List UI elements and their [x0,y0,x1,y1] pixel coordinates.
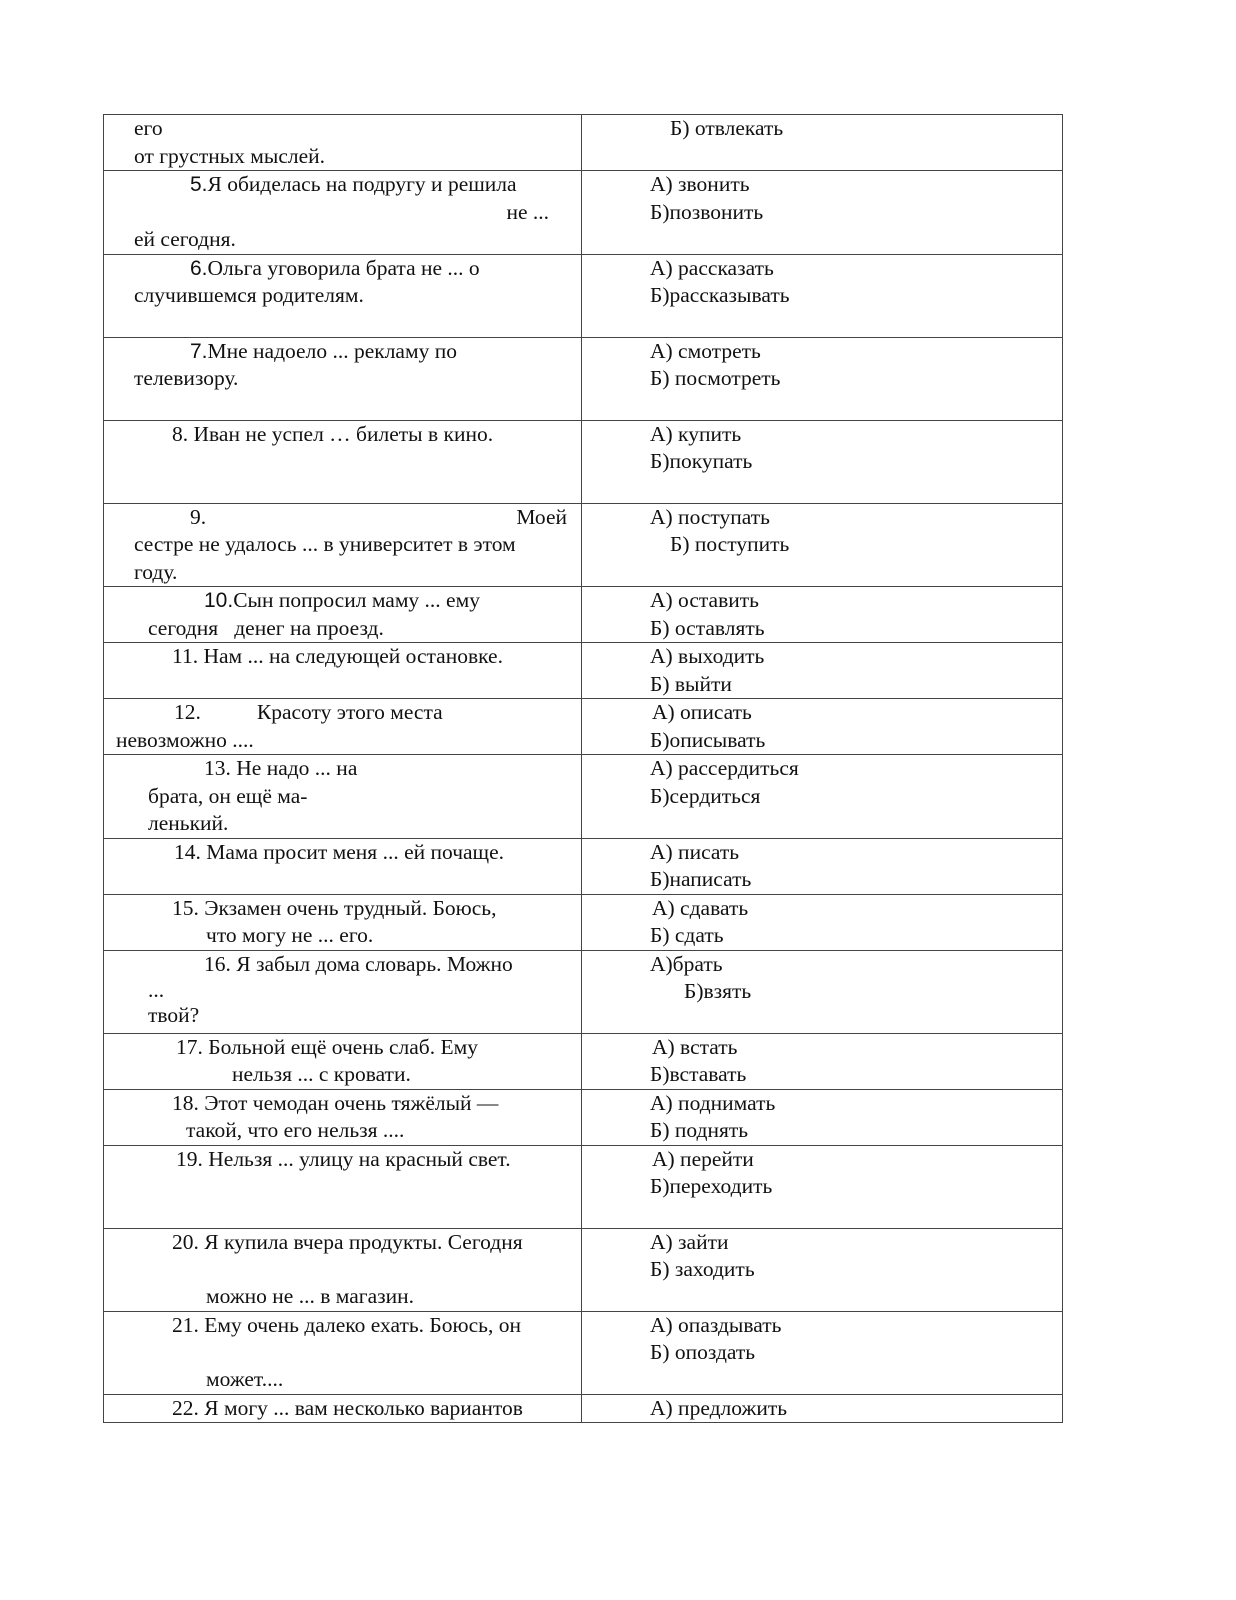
question-number: 10. [204,589,234,612]
answer-cell [582,1311,1063,1394]
answer-cell [582,1089,1063,1145]
answer-cell [582,115,1063,171]
answer-option: А) описать [652,700,752,724]
answer-cell [582,1394,1063,1423]
question-text: Я обиделась на подругу и решила [207,172,517,196]
question-text: можно не ... в магазин. [206,1284,414,1308]
answer-cell [582,699,1063,755]
answer-cell [582,643,1063,699]
table-row [104,699,1063,755]
question-cell [104,1145,582,1228]
table-row [104,755,1063,839]
question-text: что могу не ... его. [206,923,374,947]
answer-option: Б)написать [650,867,752,891]
table-row [104,1228,1063,1311]
answer-option: Б) выйти [650,671,732,696]
answer-option: А) смотреть [650,338,761,363]
question-text: ленький. [148,811,229,835]
answer-option: Б) заходить [650,1257,755,1281]
question-text: его [134,116,163,140]
answer-option: Б) поступить [670,532,790,556]
question-cell [104,1089,582,1145]
answer-option: А) купить [650,421,742,446]
question-text: Сын попросил маму ... ему [233,588,480,612]
answer-option: А) зайти [650,1229,729,1254]
question-cell [104,894,582,950]
question-cell [104,503,582,587]
question-text: 19. Нельзя ... улицу на красный свет. [176,1146,511,1171]
answer-option: Б)сердиться [650,783,761,808]
table-row [104,1394,1063,1423]
table-row [104,1311,1063,1394]
answer-option: Б) посмотреть [650,366,781,390]
question-text: 8. Иван не успел … билеты в кино. [172,421,494,446]
question-text: 15. Экзамен очень трудный. Боюсь, [172,895,497,920]
question-cell [104,1394,582,1423]
question-text: Мне надоело ... рекламу по [207,338,457,363]
question-text: 22. Я могу ... вам несколько вариантов [172,1395,523,1420]
question-text: Моей [516,504,567,529]
answer-option: А) звонить [650,172,750,196]
question-text: 17. Больной ещё очень слаб. Ему [176,1034,478,1059]
answer-cell [582,1145,1063,1228]
exercise-table [103,114,1063,1423]
question-text: твой? [148,1003,200,1027]
question-text: невозможно .... [116,727,254,752]
answer-cell [582,420,1063,503]
answer-option: А) поступать [650,504,770,529]
question-number: 7. [190,339,208,363]
answer-cell [582,503,1063,587]
question-cell [104,115,582,171]
table-row [104,115,1063,171]
answer-cell [582,950,1063,1033]
question-text: Красоту этого места [256,700,443,724]
question-text: не ... [506,199,549,224]
table-row [104,503,1063,587]
answer-option: Б) опоздать [650,1340,756,1364]
question-text: 20. Я купила вчера продукты. Сегодня [172,1229,523,1254]
question-cell [104,171,582,255]
table-row [104,1033,1063,1089]
answer-option: А) поднимать [650,1090,776,1115]
answer-cell [582,1033,1063,1089]
question-cell [104,643,582,699]
question-text: может.... [206,1367,284,1391]
exercise-sheet [103,114,1061,1423]
answer-cell [582,755,1063,839]
table-row [104,894,1063,950]
answer-cell [582,838,1063,894]
answer-option: Б) отвлекать [670,116,784,140]
question-number: 5. [190,173,208,196]
question-text: от грустных мыслей. [134,143,326,168]
answer-option: Б)позвонить [650,199,764,224]
question-text: брата, он ещё ма- [148,783,308,808]
answer-option: Б)покупать [650,449,753,473]
question-text: ей сегодня. [134,227,236,251]
question-text: 16. Я забыл дома словарь. Можно [204,951,513,976]
table-row [104,420,1063,503]
answer-option: А) сдавать [652,895,749,920]
answer-option: А)брать [650,951,723,976]
question-cell [104,254,582,337]
question-cell [104,699,582,755]
question-text: такой, что его нельзя .... [186,1118,405,1142]
question-text: сестре не удалось ... в университет в этом [134,532,516,556]
answer-cell [582,254,1063,337]
answer-option: А) писать [650,839,740,864]
table-row [104,254,1063,337]
table-row [104,643,1063,699]
answer-cell [582,587,1063,643]
question-cell [104,1033,582,1089]
question-cell [104,587,582,643]
question-cell [104,1311,582,1394]
question-cell [104,838,582,894]
answer-option: А) опаздывать [650,1312,782,1337]
question-cell [104,755,582,839]
question-text: 14. Мама просит меня ... ей почаще. [174,839,505,864]
answer-option: А) предложить [650,1395,788,1420]
table-row [104,1089,1063,1145]
question-cell [104,1228,582,1311]
question-cell [104,337,582,420]
question-number: 6. [190,256,208,280]
question-number: 12. [174,700,201,724]
question-text: случившемся родителям. [134,283,364,307]
table-row [104,337,1063,420]
answer-option: А) рассказать [650,255,774,280]
table-row [104,587,1063,643]
answer-option: А) встать [652,1034,738,1059]
answer-option: Б)описывать [650,727,766,752]
question-cell [104,420,582,503]
answer-option: Б)взять [684,979,752,1003]
answer-option: А) выходить [650,644,765,668]
answer-option: Б) сдать [650,923,724,947]
table-row [104,838,1063,894]
answer-option: Б)рассказывать [650,283,790,307]
answer-cell [582,1228,1063,1311]
answer-option: Б) поднять [650,1118,749,1142]
question-text: Ольга уговорила брата не ... о [207,255,480,280]
answer-option: Б)переходить [650,1174,773,1198]
question-text: 13. Не надо ... на [204,756,358,780]
answer-option: Б) оставлять [650,615,765,640]
answer-option: А) оставить [650,588,759,612]
answer-option: Б)вставать [650,1062,747,1086]
question-text: 21. Ему очень далеко ехать. Боюсь, он [172,1312,521,1337]
answer-cell [582,171,1063,255]
question-cell [104,950,582,1033]
table-row [104,171,1063,255]
question-text: телевизору. [134,366,239,390]
answer-cell [582,894,1063,950]
answer-option: А) рассердиться [650,756,799,780]
question-text: году. [134,559,178,584]
question-text: нельзя ... с кровати. [232,1062,411,1086]
table-row [104,1145,1063,1228]
answer-option: А) перейти [652,1146,754,1171]
answer-cell [582,337,1063,420]
question-text: 11. Нам ... на следующей остановке. [172,644,503,668]
question-text: сегодня денег на проезд. [148,615,384,640]
question-number: 9. [190,504,207,529]
question-text: 18. Этот чемодан очень тяжёлый — [172,1090,499,1115]
table-row [104,950,1063,1033]
question-text: ... [148,978,165,1002]
